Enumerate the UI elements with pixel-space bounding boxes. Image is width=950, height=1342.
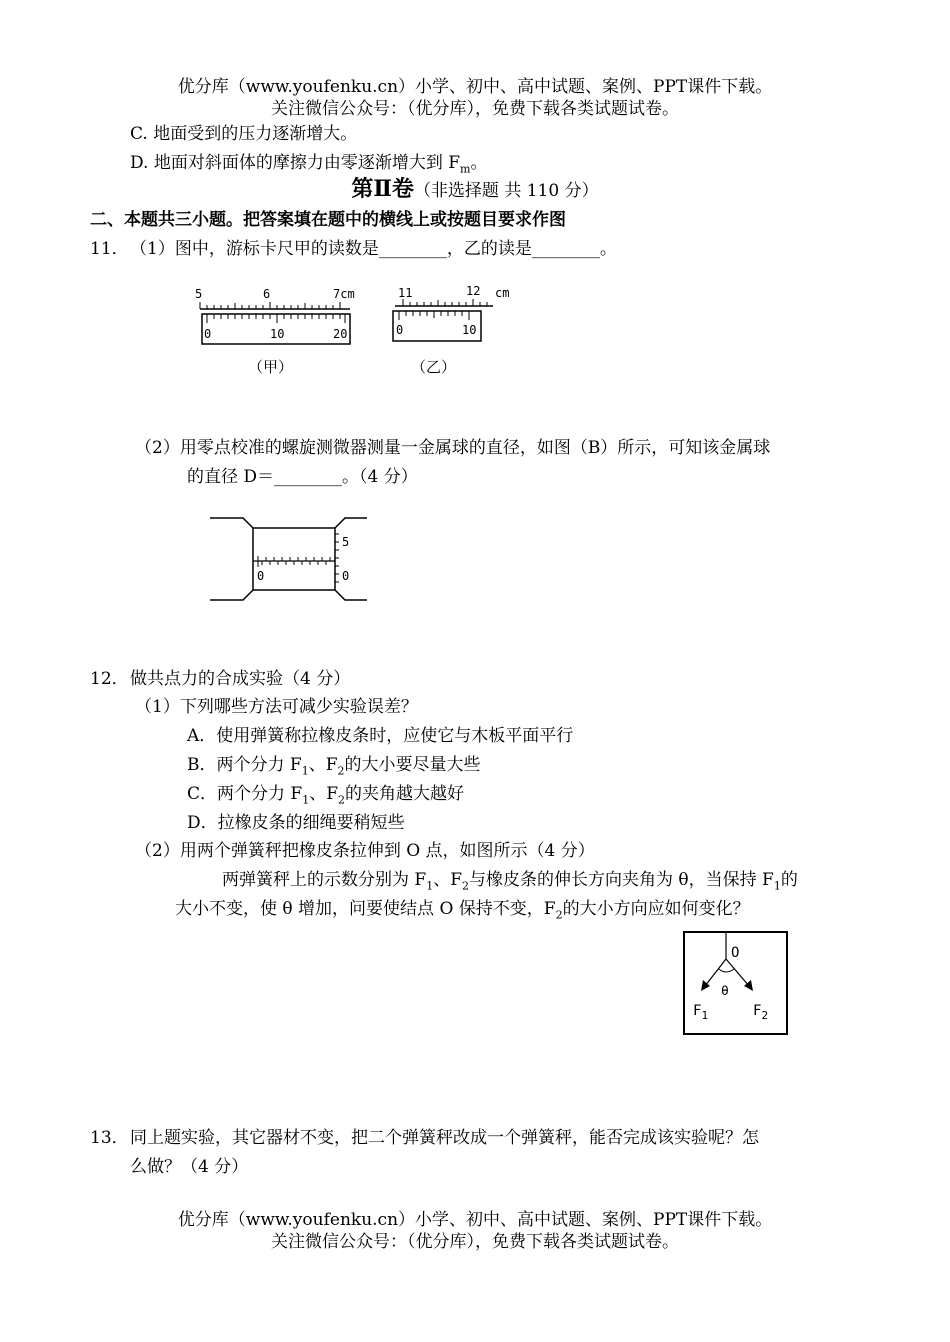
caliper-a-main-label-6: 6 [263,287,271,301]
header-line-2: 关注微信公众号：（优分库），免费下载各类试题试卷。 [271,99,679,119]
micrometer-sleeve-label-0: 0 [257,569,265,583]
option-d: D. 地面对斜面体的摩擦力由零逐渐增大到 $F_m$。 [130,153,488,176]
caliper-b-vernier-label-10: 10 [462,323,477,337]
f2-label: $F_2$ [753,1003,769,1022]
caliper-a-main-label-5: 5 [195,287,203,301]
micrometer-thimble-label-0: 0 [342,569,350,583]
q12-part2-body-line1: 两弹簧秤上的示数分别为 $F_1$、$F_2$与橡皮条的伸长方向夹角为 θ，当保持 $F_1$的 [222,870,798,893]
force-diagram [683,931,789,1035]
q11-number: 11． [90,239,129,259]
q11-part1: （1）图中，游标卡尺甲的读数是________，乙的读是________。 [130,239,617,259]
caliper-b-vernier-label-0: 0 [396,323,404,337]
q12-part2: （2）用两个弹簧秤把橡皮条拉伸到 O 点，如图所示（4 分） [135,841,595,861]
q13-line2: 么做？（4 分） [130,1157,249,1177]
q12-part1: （1）下列哪些方法可减少实验误差？ [135,697,418,717]
micrometer-thimble-label-5: 5 [342,535,350,549]
point-o-label: O [731,945,740,961]
q12-number: 12． [90,669,129,689]
q12-option-c: C．两个分力 $F_1$、$F_2$的夹角越大越好 [187,784,465,807]
section-heading: 二、本题共三小题。把答案填在题中的横线上或按题目要求作图 [90,210,566,230]
header-line-1: 优分库（www.youfenku.cn）小学、初中、高中试题、案例、PPT课件下载。 [177,77,773,97]
caliper-a-caption: （甲） [248,358,294,376]
q11-part2-line1: （2）用零点校准的螺旋测微器测量一金属球的直径，如图（B）所示，可知该金属球 [135,438,771,458]
caliper-b-main-label-12: 12 [466,284,481,298]
q13-line1: 同上题实验，其它器材不变，把二个弹簧秤改成一个弹簧秤，能否完成该实验呢？怎 [130,1128,759,1148]
q13-number: 13． [90,1128,129,1148]
footer-line-1: 优分库（www.youfenku.cn）小学、初中、高中试题、案例、PPT课件下载。 [177,1210,773,1230]
caliper-b-main-label-11: 11 [398,286,413,300]
theta-label: θ [721,984,729,999]
caliper-a-vernier-label-20: 20 [333,327,348,341]
footer-line-2: 关注微信公众号：（优分库），免费下载各类试题试卷。 [271,1232,679,1252]
q12-title: 做共点力的合成实验（4 分） [130,669,351,689]
caliper-a-vernier-label-0: 0 [204,327,212,341]
q12-option-a: A．使用弹簧称拉橡皮条时，应使它与木板平面平行 [187,726,574,746]
q12-part2-body-line2: 大小不变，使 θ 增加，问要使结点 O 保持不变，$F_2$的大小方向应如何变化？ [175,899,750,922]
f1-label: $F_1$ [693,1003,709,1022]
caliper-a-figure [190,282,360,382]
q11-part2-line2: 的直径 D＝________。（4 分） [187,467,418,487]
section-title: 第Ⅱ卷（非选择题 共 110 分） [351,176,599,202]
option-c: C. 地面受到的压力逐渐增大。 [130,124,358,144]
q12-option-b: B．两个分力 $F_1$、$F_2$的大小要尽量大些 [187,755,481,778]
caliper-b-figure [385,282,515,382]
micrometer-figure [205,512,375,607]
q12-option-d: D．拉橡皮条的细绳要稍短些 [187,813,405,833]
caliper-b-main-label-cm: cm [495,286,510,300]
caliper-a-main-label-7cm: 7cm [333,287,355,301]
caliper-b-caption: （乙） [411,358,457,376]
caliper-a-vernier-label-10: 10 [270,327,285,341]
